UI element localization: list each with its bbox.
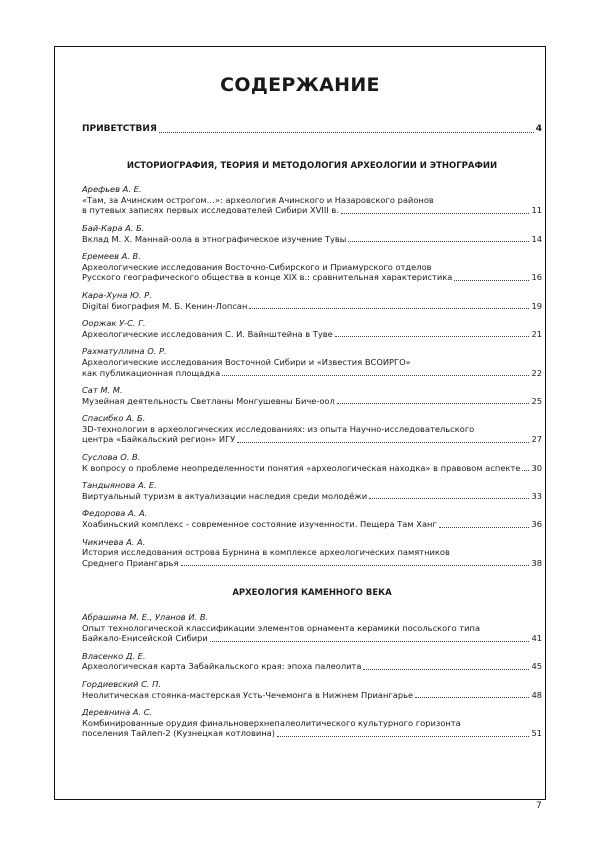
dot-leader — [335, 336, 530, 337]
entry-title-line: Хоабиньский комплекс - современное состояние изученности. Пещера Там Ханг — [82, 519, 437, 530]
entry-title-line: Байкало-Енисейской Сибири — [82, 633, 208, 644]
page-number: 7 — [536, 801, 542, 811]
toc-entry[interactable] — [82, 413, 542, 445]
dot-leader — [439, 527, 530, 528]
entry-title-line: Комбинированные орудия финальноверхнепалеолитического культурного горизонта — [82, 717, 461, 728]
entry-title-line: Археологические исследования Восточно-Сибирского и Приамурского отделов — [82, 261, 432, 272]
entry-author: Суслова О. В. — [82, 452, 141, 463]
entry-page-number: 41 — [531, 633, 542, 644]
entry-page-number: 14 — [531, 233, 542, 244]
entry-author: Арефьев А. Е. — [82, 184, 142, 195]
dot-leader — [454, 280, 529, 281]
entry-title-line: Неолитическая стоянка-мастерская Усть-Чечемонга в Нижнем Приангарье — [82, 689, 414, 700]
entry-title-row — [82, 434, 542, 445]
entry-title-line: Вклад М. Х. Маннай-оола в этнографическое изучение Тувы — [82, 233, 347, 244]
entry-title-line: Русского географического общества в конце XIX в.: сравнительная характеристика — [82, 272, 453, 283]
entry-author: Еремеев А. В. — [82, 251, 141, 262]
entry-page-number: 21 — [531, 328, 542, 339]
dot-leader — [369, 498, 529, 499]
entry-title-line: Археологические исследования С. И. Вайнштейна в Туве — [82, 328, 333, 339]
entry-page-number: 27 — [531, 434, 542, 445]
entry-author: Гордиевский С. П. — [82, 678, 162, 689]
entry-title-line: Опыт технологической классификации элементов орнамента керамики посольского типа — [82, 622, 481, 633]
entry-title-row — [82, 272, 542, 283]
toc-entry[interactable] — [82, 480, 542, 501]
dot-leader — [237, 442, 529, 443]
toc-entry[interactable] — [82, 184, 542, 216]
entry-author: Бай-Кара А. Б. — [82, 222, 145, 233]
entry-title-line: Археологическая карта Забайкальского края: эпоха палеолита — [82, 661, 362, 672]
entry-author: Ооржак У-С. Г. — [82, 318, 146, 329]
entry-author: Рахматуллина О. Р. — [82, 346, 167, 357]
entry-title-row — [82, 728, 542, 739]
entry-title-row — [82, 491, 542, 502]
entry-title-line: поселения Тайлеп-2 (Кузнецкая котловина) — [82, 728, 275, 739]
entry-author: Власенко Д. Е. — [82, 650, 146, 661]
toc-entry[interactable] — [82, 537, 542, 569]
entry-page-number: 11 — [531, 205, 542, 216]
greeting-label: ПРИВЕТСТВИЯ — [82, 124, 157, 134]
dot-leader — [341, 213, 530, 214]
entry-title-row — [82, 690, 542, 701]
entry-title-row — [82, 661, 542, 672]
dot-leader — [277, 736, 529, 737]
entry-title-line: как публикационная площадка — [82, 367, 221, 378]
toc-entry[interactable] — [82, 223, 542, 244]
dot-leader — [210, 641, 530, 642]
page-title: СОДЕРЖАНИЕ — [220, 74, 380, 96]
entry-page-number: 51 — [531, 728, 542, 739]
entry-title-row — [82, 633, 542, 644]
entry-title-line: 3D-технологии в археологических исследованиях: из опыта Научно-исследовательского — [82, 423, 475, 434]
toc-entry[interactable] — [82, 385, 542, 406]
table-of-contents — [82, 124, 542, 739]
entry-author: Спасибко А. Б. — [82, 413, 146, 424]
entry-title-row — [82, 558, 542, 569]
greeting-page: 4 — [535, 124, 542, 134]
entry-page-number: 38 — [531, 557, 542, 568]
entry-title-row — [82, 368, 542, 379]
entry-title-line: центра «Байкальский регион» ИГУ — [82, 434, 236, 445]
entry-page-number: 22 — [531, 367, 542, 378]
dot-leader — [363, 669, 529, 670]
dot-leader — [337, 403, 530, 404]
entry-title-row — [82, 301, 542, 312]
entry-author: Деревнина А. С. — [82, 707, 153, 718]
dot-leader — [348, 241, 529, 242]
entry-page-number: 16 — [531, 272, 542, 283]
entry-page-number: 45 — [531, 661, 542, 672]
entry-title-row — [82, 329, 542, 340]
dot-leader — [222, 375, 529, 376]
entry-title-line: Среднего Приангарья — [82, 557, 179, 568]
toc-entry[interactable] — [82, 651, 542, 672]
entry-page-number: 25 — [531, 395, 542, 406]
entry-title-line: История исследования острова Бурнина в комплексе археологических памятников — [82, 547, 450, 558]
entry-title-row — [82, 396, 542, 407]
entry-author: Абрашина М. Е., Уланов И. В. — [82, 612, 209, 622]
section-heading: АРХЕОЛОГИЯ КАМЕННОГО ВЕКА — [232, 588, 392, 599]
entry-title-row — [82, 519, 542, 530]
toc-entry[interactable] — [82, 318, 542, 339]
toc-entry[interactable] — [82, 290, 542, 311]
section-heading: ИСТОРИОГРАФИЯ, ТЕОРИЯ И МЕТОДОЛОГИЯ АРХЕОЛОГИИ И ЭТНОГРАФИИ — [126, 160, 498, 171]
toc-entry[interactable] — [82, 346, 542, 378]
toc-entry[interactable] — [82, 679, 542, 700]
entry-title-line: «Там, за Ачинским острогом…»: археология Ачинского и Назаровского районов — [82, 194, 434, 205]
entry-title-line: К вопросу о проблеме неопределенности понятия «археологическая находка» в правовом аспекте — [82, 462, 521, 473]
entry-page-number: 33 — [531, 490, 542, 501]
entry-author: Федорова А. А. — [82, 508, 148, 519]
entry-page-number: 48 — [531, 689, 542, 700]
toc-entry[interactable] — [82, 707, 542, 739]
toc-entry[interactable] — [82, 452, 542, 473]
dot-leader — [249, 308, 529, 309]
toc-entry[interactable] — [82, 251, 542, 283]
entry-title-line: Digital биография М. Б. Кенин-Лопсан — [82, 300, 248, 311]
entry-page-number: 30 — [531, 462, 542, 473]
entry-title-line: Виртуальный туризм в актуализации наследия среди молодёжи — [82, 490, 368, 501]
entry-title-line: Музейная деятельность Светланы Монгушевны Биче-оол — [82, 395, 335, 406]
toc-greeting-row[interactable] — [82, 124, 542, 135]
dot-leader — [159, 132, 534, 133]
entry-title-row — [82, 205, 542, 216]
toc-entry[interactable] — [82, 508, 542, 529]
dot-leader — [522, 470, 529, 471]
entry-title-line: Археологические исследования Восточной Сибири и «Известия ВСОИРГО» — [82, 356, 411, 367]
entry-page-number: 19 — [531, 300, 542, 311]
toc-entry[interactable] — [82, 612, 542, 644]
entry-title-line: в путевых записях первых исследователей Сибири XVIII в. — [82, 205, 339, 216]
entry-author: Кара-Хуна Ю. Р. — [82, 289, 152, 300]
entry-author: Сат М. М. — [82, 385, 123, 396]
dot-leader — [181, 565, 530, 566]
entry-title-row — [82, 463, 542, 474]
dot-leader — [415, 697, 529, 698]
entry-title-row — [82, 234, 542, 245]
entry-page-number: 36 — [531, 519, 542, 530]
entry-author: Чикичева А. А. — [82, 536, 146, 547]
entry-author: Тандыянова А. Е. — [82, 480, 157, 491]
